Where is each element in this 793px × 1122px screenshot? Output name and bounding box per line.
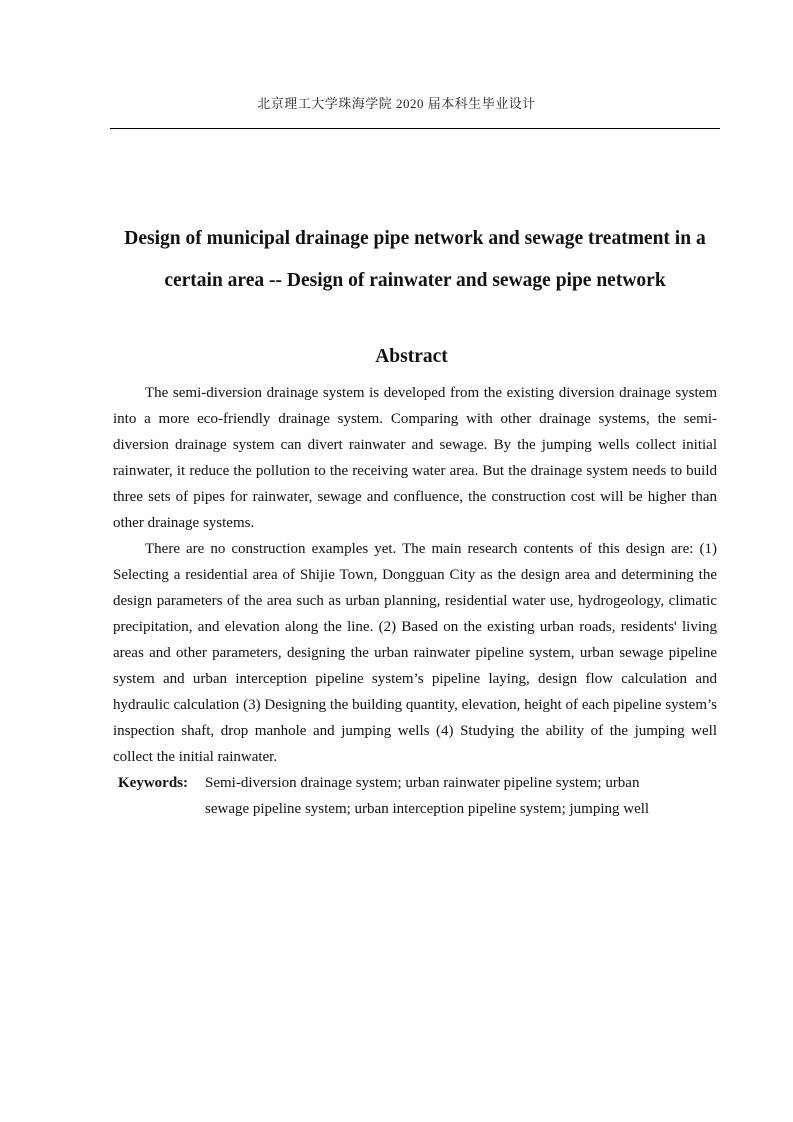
keywords-block xyxy=(118,770,718,822)
page-header: 北京理工大学珠海学院 2020 届本科生毕业设计 xyxy=(257,96,536,111)
header-rule xyxy=(110,128,720,129)
abstract-heading: Abstract xyxy=(375,346,448,367)
abstract-paragraph-1: The semi-diversion drainage system is developed from the existing diversion drainage system into a more eco-friendly drainage system. Comparing with other drainage systems, the semi-diversion drainage system can divert rainwater and sewage. By the jumping wells collect initial rainwater, it reduce the pollution to the receiving water area. But the drainage system needs to build three sets of pipes for rainwater, sewage and confluence, the construction cost will be higher than other drainage systems. xyxy=(113,385,717,531)
abstract-body xyxy=(113,380,717,770)
keywords-label: Keywords: xyxy=(118,775,188,791)
abstract-paragraph-2: There are no construction examples yet. The main research contents of this design are: (1) Selecting a residential area of Shijie Town, Dongguan City as the design area and determining the design parameters of the area such as urban planning, residential water use, hydrogeology, climatic precipitation, and elevation along the line. (2) Based on the existing urban roads, residents' living areas and other parameters, designing the urban rainwater pipeline system, urban sewage pipeline system and urban interception pipeline system’s pipeline laying, design flow calculation and hydraulic calculation (3) Designing the building quantity, elevation, height of each pipeline system’s inspection shaft, drop manhole and jumping wells (4) Studying the ability of the jumping well collect the initial rainwater. xyxy=(113,541,717,765)
thesis-title: Design of municipal drainage pipe network and sewage treatment in a certain area -- Design of rainwater and sewage pipe network xyxy=(124,228,706,291)
keywords-text: Semi-diversion drainage system; urban rainwater pipeline system; urban sewage pipeline system; urban interception pipeline system; jumping well xyxy=(205,775,650,817)
